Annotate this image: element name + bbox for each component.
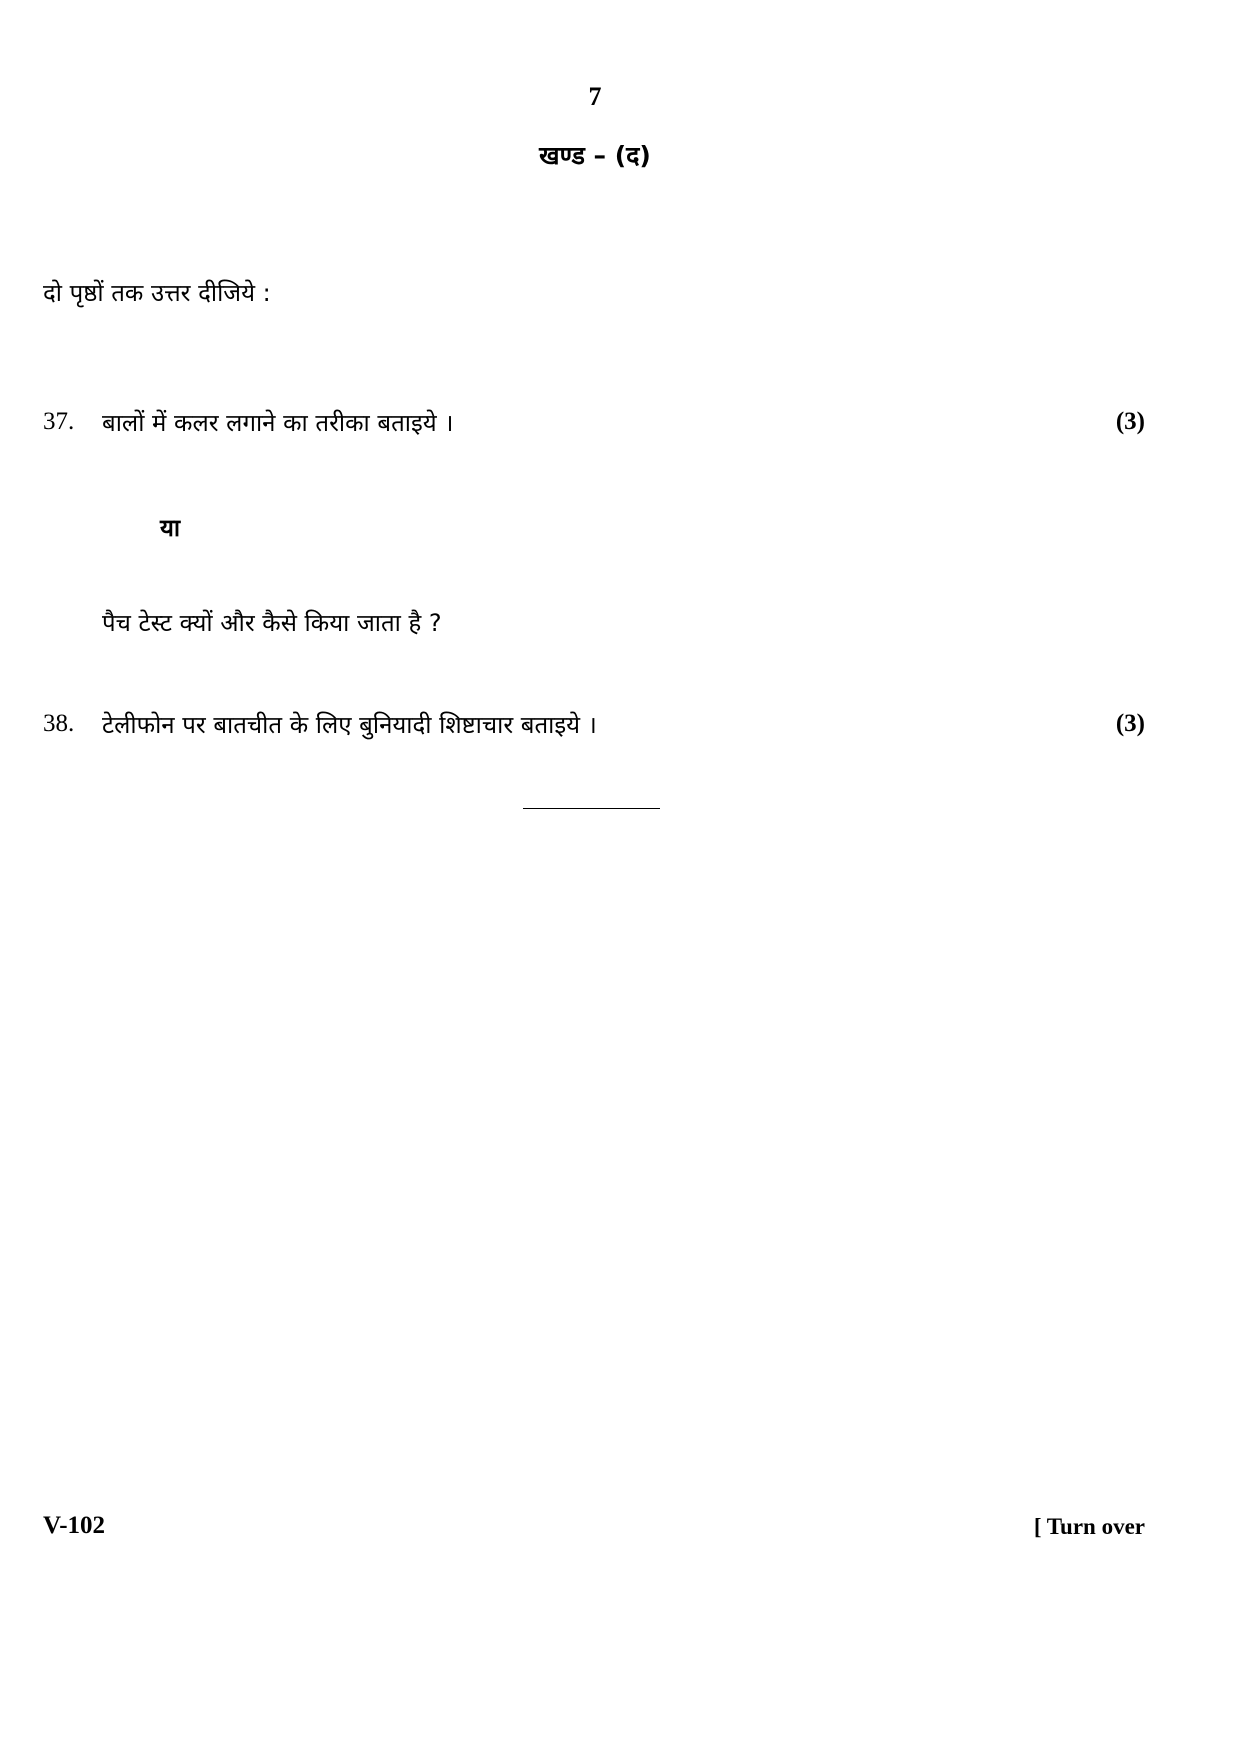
question-37-alternative-text: पैच टेस्ट क्यों और कैसे किया जाता है ? xyxy=(102,609,442,637)
page-number: 7 xyxy=(588,82,602,111)
turn-over-note: [ Turn over xyxy=(1033,1514,1145,1539)
question-38-text: टेलीफोन पर बातचीत के लिए बुनियादी शिष्टाचार बताइये । xyxy=(102,711,597,739)
section-title: खण्ड – (द) xyxy=(539,141,651,170)
paper-code: V-102 xyxy=(43,1512,106,1539)
question-38-marks: (3) xyxy=(1115,710,1145,737)
question-37-marks: (3) xyxy=(1115,408,1145,435)
question-38-number: 38. xyxy=(43,710,75,737)
question-37-text: बालों में कलर लगाने का तरीका बताइये । xyxy=(102,409,454,437)
answer-instruction: दो पृष्ठों तक उत्तर दीजिये : xyxy=(43,279,271,307)
end-of-section-rule xyxy=(523,808,660,809)
question-37-number: 37. xyxy=(43,408,75,435)
or-label: या xyxy=(160,514,181,542)
